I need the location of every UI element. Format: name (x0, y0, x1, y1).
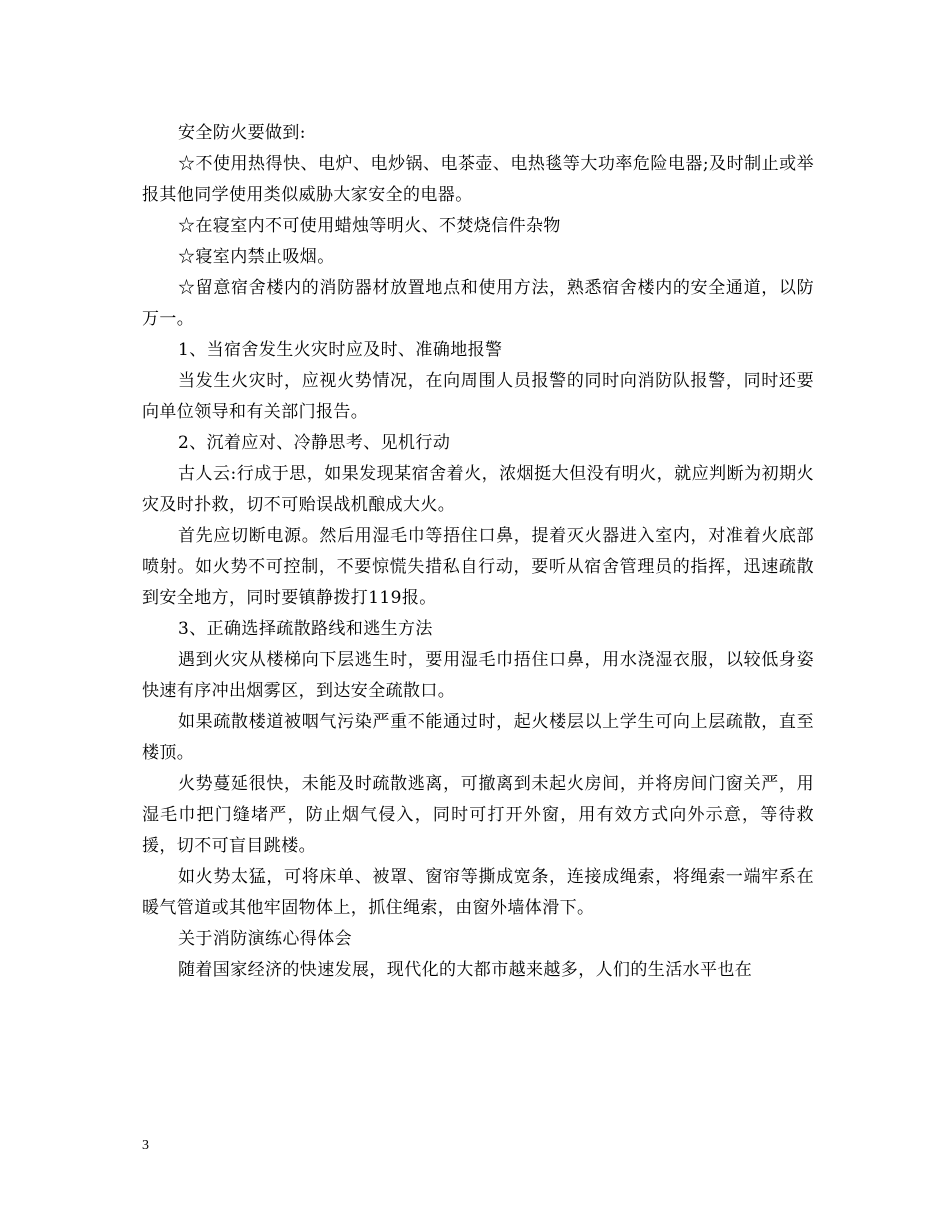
paragraph: 如果疏散楼道被咽气污染严重不能通过时，起火楼层以上学生可向上层疏散，直至楼顶。 (142, 712, 814, 763)
paragraph: 古人云:行成于思，如果发现某宿舍着火，浓烟挺大但没有明火，就应判断为初期火灾及时扑救，切不可贻误战机酿成大火。 (142, 464, 814, 515)
paragraph: 当发生火灾时，应视火势情况，在向周围人员报警的同时向消防队报警，同时还要向单位领导和有关部门报告。 (142, 371, 814, 422)
paragraph: 如火势太猛，可将床单、被罩、窗帘等撕成宽条，连接成绳索，将绳索一端牢系在暖气管道或其他牢固物体上，抓住绳索，由窗外墙体滑下。 (142, 867, 814, 918)
paragraph: 安全防火要做到: (178, 123, 306, 143)
page-number: 3 (142, 1138, 149, 1153)
paragraph: ☆留意宿舍楼内的消防器材放置地点和使用方法，熟悉宿舍楼内的安全通道，以防万一。 (142, 278, 814, 329)
paragraph: ☆寝室内禁止吸烟。 (178, 247, 335, 267)
paragraph: 首先应切断电源。然后用湿毛巾等捂住口鼻，提着灭火器进入室内，对准着火底部喷射。如火势不可控制，不要惊慌失措私自行动，要听从宿舍管理员的指挥，迅速疏散 到安全地方，同时要镇静拨打119报。 (142, 526, 814, 608)
paragraph: ☆不使用热得快、电炉、电炒锅、电茶壶、电热毯等大功率危险电器;及时制止或举报其他同学使用类似威胁大家安全的电器。 (142, 154, 814, 205)
paragraph: 遇到火灾从楼梯向下层逃生时，要用湿毛巾捂住口鼻，用水浇湿衣服，以较低身姿快速有序冲出烟雾区，到达安全疏散口。 (142, 650, 814, 701)
document-body (142, 118, 814, 986)
paragraph: ☆在寝室内不可使用蜡烛等明火、不焚烧信件杂物 (178, 216, 561, 236)
section-heading: 关于消防演练心得体会 (178, 929, 352, 949)
section-heading: 3、正确选择疏散路线和逃生方法 (178, 619, 433, 639)
paragraph: 火势蔓延很快，未能及时疏散逃离，可撤离到未起火房间，并将房间门窗关严，用湿毛巾把门缝堵严，防止烟气侵入，同时可打开外窗，用有效方式向外示意，等待救援，切不可盲目跳楼。 (142, 774, 814, 856)
section-heading: 1、当宿舍发生火灾时应及时、准确地报警 (178, 340, 503, 360)
paragraph: 随着国家经济的快速发展，现代化的大都市越来越多，人们的生活水平也在 (178, 960, 753, 980)
section-heading: 2、沉着应对、冷静思考、见机行动 (178, 433, 451, 453)
